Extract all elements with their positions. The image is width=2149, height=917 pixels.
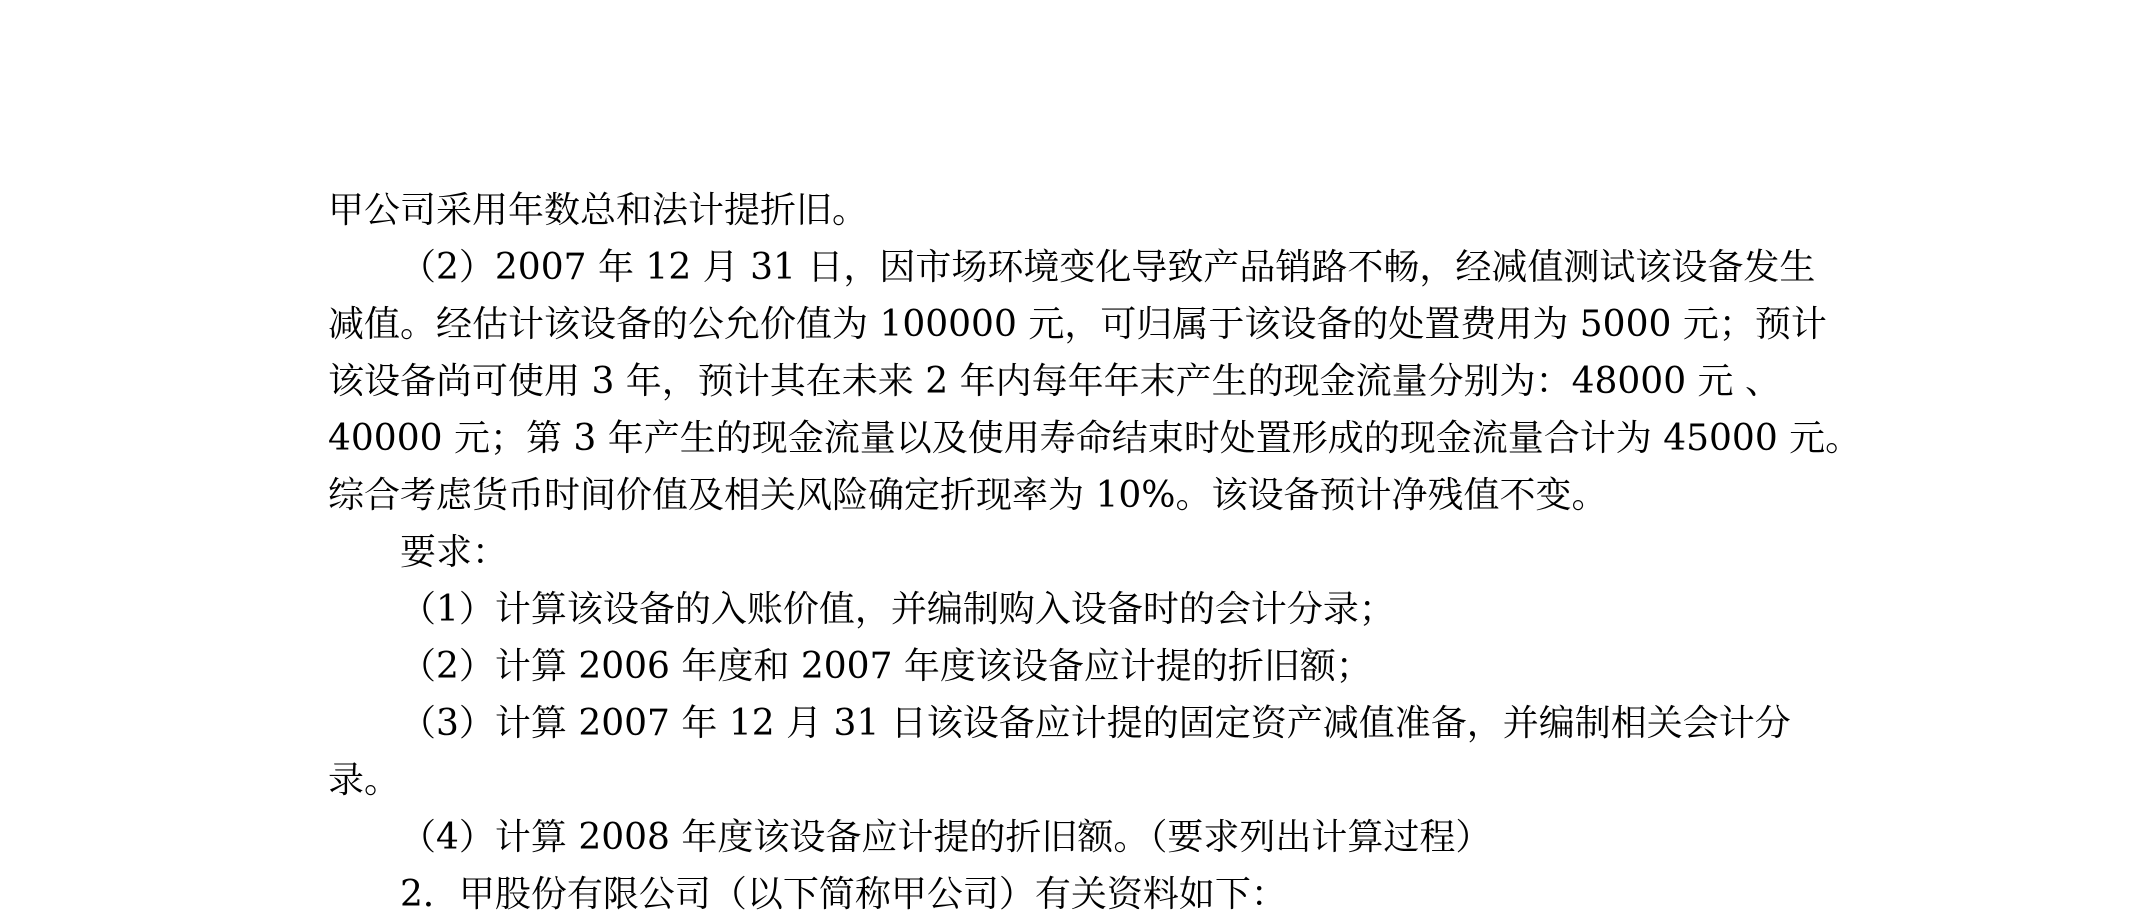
text-line-impairment-fair-value: 减值。经估计该设备的公允价值为 100000 元，可归属于该设备的处置费用为 5000 元；预计 <box>328 304 1827 345</box>
text-line-requirement-4: （4）计算 2008 年度该设备应计提的折旧额。（要求列出计算过程） <box>400 817 1492 858</box>
text-line-requirement-1: （1）计算该设备的入账价值，并编制购入设备时的会计分录； <box>400 589 1395 630</box>
text-line-item-2-start: （2）2007 年 12 月 31 日，因市场环境变化导致产品销路不畅，经减值测试该设备发生 <box>400 247 1816 288</box>
text-line-remaining-life-cashflows: 该设备尚可使用 3 年，预计其在未来 2 年内每年年末产生的现金流量分别为：48000 元 、 <box>328 361 1781 402</box>
text-line-depreciation-method: 甲公司采用年数总和法计提折旧。 <box>328 190 869 231</box>
text-line-requirements-heading: 要求： <box>400 532 509 573</box>
text-line-year3-cashflow: 40000 元；第 3 年产生的现金流量以及使用寿命结束时处置形成的现金流量合计为 45000 元。 <box>328 418 1862 459</box>
text-line-requirement-3-cont: 录。 <box>328 760 401 801</box>
text-line-requirement-3: （3）计算 2007 年 12 月 31 日该设备应计提的固定资产减值准备，并编制相关会计分 <box>400 703 1791 744</box>
text-line-requirement-2: （2）计算 2006 年度和 2007 年度该设备应计提的折旧额； <box>400 646 1372 687</box>
text-line-question-2-intro: 2．甲股份有限公司（以下简称甲公司）有关资料如下： <box>400 874 1287 915</box>
text-line-discount-rate: 综合考虑货币时间价值及相关风险确定折现率为 10%。该设备预计净残值不变。 <box>328 475 1608 516</box>
